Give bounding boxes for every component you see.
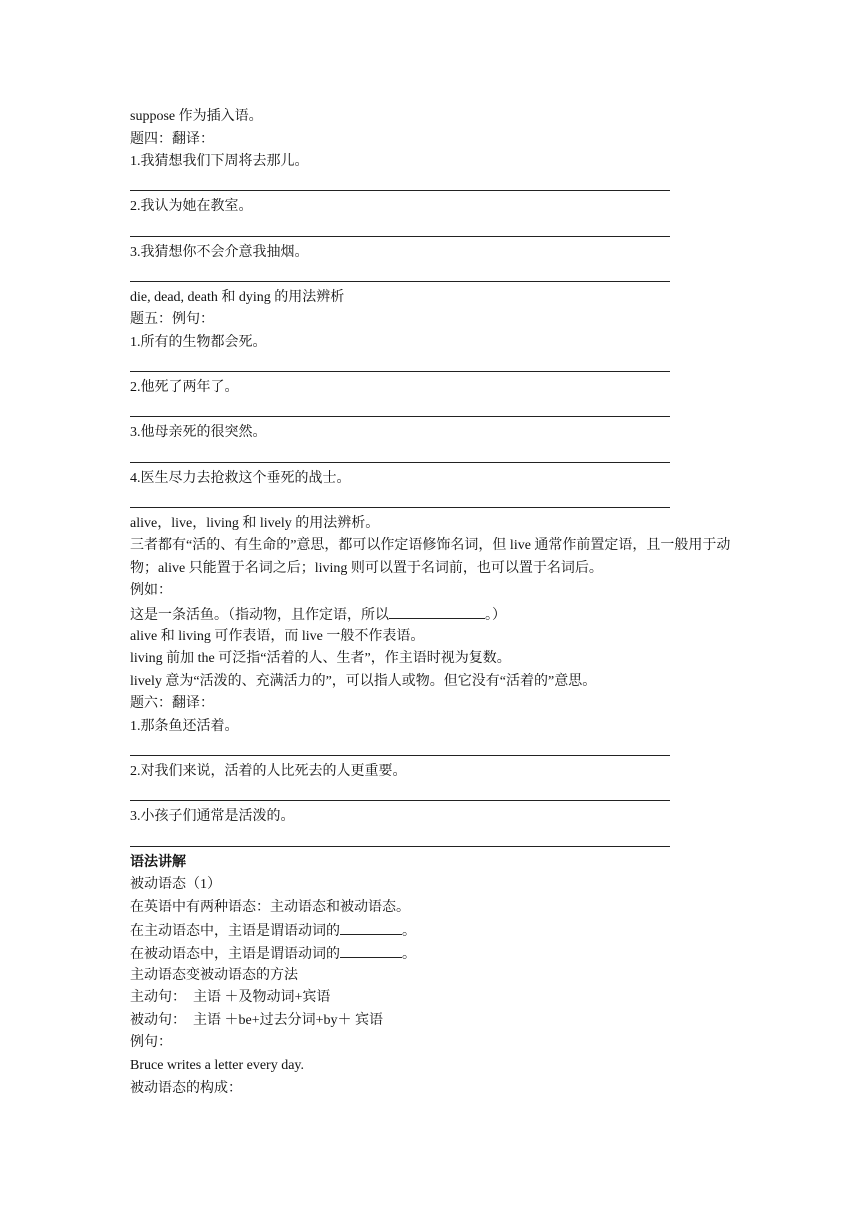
question-item: 3.他母亲死的很突然。 xyxy=(130,425,267,441)
example-text: 这是一条活鱼。（指动物，且作定语，所以 xyxy=(130,608,389,624)
question-item: 3.小孩子们通常是活泼的。 xyxy=(130,809,295,825)
answer-line[interactable] xyxy=(130,264,740,287)
answer-line[interactable] xyxy=(130,490,740,513)
text-line: 主动语态变被动语态的方法 xyxy=(130,967,298,983)
answer-line[interactable] xyxy=(130,174,740,197)
question-item: 2.他死了两年了。 xyxy=(130,380,239,396)
question-item: 1.我猜想我们下周将去那儿。 xyxy=(130,154,309,170)
answer-line[interactable] xyxy=(130,400,740,423)
example-sentence: Bruce writes a letter every day. xyxy=(130,1057,305,1073)
text-line: lively 意为“活泼的、充满活力的”，可以指人或物。但它没有“活着的”意思。 xyxy=(130,673,597,689)
sentence-with-blank xyxy=(130,919,740,942)
text-line: 被动语态的构成： xyxy=(130,1080,242,1096)
worksheet-page xyxy=(130,106,740,1100)
question-item: 2.我认为她在教室。 xyxy=(130,199,253,215)
sentence-end: 。 xyxy=(402,946,416,962)
answer-line[interactable] xyxy=(130,219,740,242)
question-item: 3.我猜想你不会介意我抽烟。 xyxy=(130,244,309,260)
example-with-blank xyxy=(130,603,740,626)
exercise-heading: 题四：翻译： xyxy=(130,131,214,147)
question-item: 4.医生尽力去抢救这个垂死的战士。 xyxy=(130,470,351,486)
question-item: 1.那条鱼还活着。 xyxy=(130,719,239,735)
exercise-heading: 题六：翻译： xyxy=(130,696,214,712)
example-text-end: 。） xyxy=(485,608,506,624)
section-heading: die, dead, death 和 dying 的用法辨析 xyxy=(130,289,345,305)
question-item: 1.所有的生物都会死。 xyxy=(130,334,267,350)
answer-line[interactable] xyxy=(130,445,740,468)
text-line: 例如： xyxy=(130,583,172,599)
answer-line[interactable] xyxy=(130,355,740,378)
text-line: alive 和 living 可作表语，而 live 一般不作表语。 xyxy=(130,628,425,644)
question-item: 2.对我们来说，活着的人比死去的人更重要。 xyxy=(130,764,407,780)
answer-line[interactable] xyxy=(130,784,740,807)
exercise-heading: 题五：例句： xyxy=(130,312,214,328)
sentence-with-blank xyxy=(130,942,740,965)
sentence-end: 。 xyxy=(402,924,416,940)
fill-blank[interactable] xyxy=(340,919,402,935)
text-line: living 前加 the 可泛指“活着的人、生者”，作主语时视为复数。 xyxy=(130,651,511,667)
text-line: suppose 作为插入语。 xyxy=(130,109,263,124)
text-line: 例句： xyxy=(130,1035,172,1051)
fill-blank[interactable] xyxy=(389,603,485,619)
explanation-paragraph: 三者都有“活的、有生命的”意思，都可以作定语修饰名词，但 live 通常作前置定语，且一般用于动物；alive 只能置于名词之后；living 则可以置于名词前，也可以置于名词后。 xyxy=(130,538,731,576)
subheading: 被动语态（1） xyxy=(130,877,221,893)
answer-line[interactable] xyxy=(130,739,740,762)
text-line: 在英语中有两种语态：主动语态和被动语态。 xyxy=(130,899,410,915)
grammar-heading: 语法讲解 xyxy=(130,854,186,870)
formula-line: 主动句： 主语 ＋及物动词+宾语 xyxy=(130,990,331,1006)
fill-blank[interactable] xyxy=(340,942,402,958)
section-heading: alive，live，living 和 lively 的用法辨析。 xyxy=(130,515,380,531)
sentence-text: 在被动语态中，主语是谓语动词的 xyxy=(130,946,340,962)
answer-line[interactable] xyxy=(130,829,740,852)
formula-line: 被动句： 主语 ＋be+过去分词+by＋ 宾语 xyxy=(130,1012,384,1028)
sentence-text: 在主动语态中，主语是谓语动词的 xyxy=(130,924,340,940)
